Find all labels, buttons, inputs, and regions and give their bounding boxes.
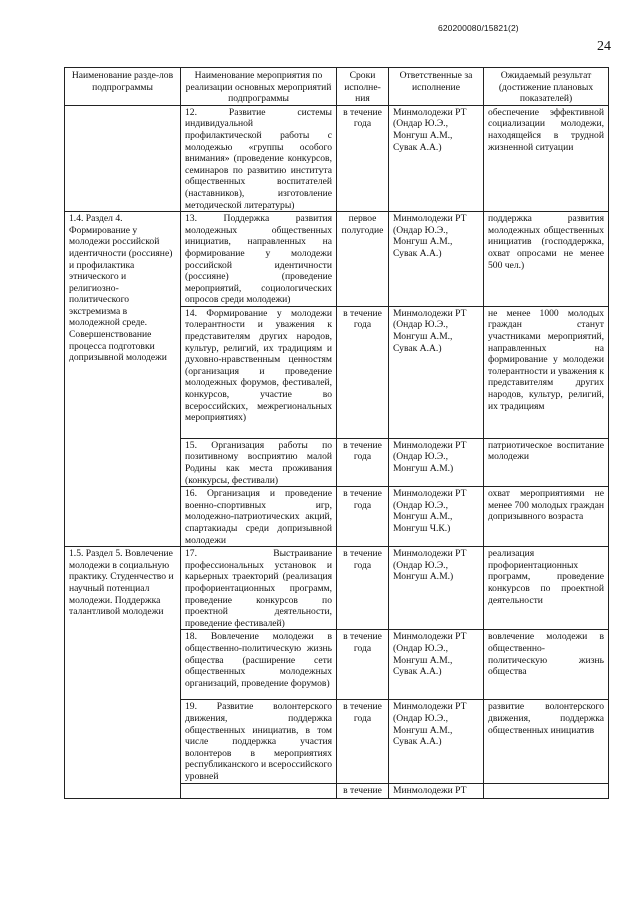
responsible-cell: Минмолодежи РТ (Ондар Ю.Э., Монгуш А.М., Сувак А.А.) [389, 630, 484, 700]
term-cell: первое полугодие [337, 212, 389, 307]
result-cell: поддержка развития молодежных общественных инициатив (господдержка, охват опросами не менее 500 чел.) [484, 212, 609, 307]
responsible-cell: Минмолодежи РТ (Ондар Ю.Э., Монгуш А.М., Сувак А.А.) [389, 306, 484, 438]
term-cell: в течение года [337, 105, 389, 211]
term-cell: в течение года [337, 700, 389, 783]
table-header-row [65, 68, 609, 106]
document-code: 620200080/15821(2) [438, 23, 519, 33]
section-cell: 1.5. Раздел 5. Вовлечение молодежи в социальную практику. Студенчество и научный потенциал молодежи. Поддержка талантливой молодежи [65, 547, 181, 798]
term-cell: в течение [337, 783, 389, 798]
result-cell: развитие волонтерского движения, поддержка общественных инициатив [484, 700, 609, 783]
page-number: 24 [597, 39, 611, 54]
term-cell: в течение года [337, 438, 389, 486]
term-cell: в течение года [337, 487, 389, 547]
result-cell: не менее 1000 молодых граждан станут участниками мероприятий, направленных на формирование у молодежи толерантности и уважения к представителям других народов, культур, религий, их традициям [484, 306, 609, 438]
header-term: Сроки исполне-ния [337, 68, 389, 106]
responsible-cell: Минмолодежи РТ [389, 783, 484, 798]
section-cell [65, 105, 181, 211]
responsible-cell: Минмолодежи РТ (Ондар Ю.Э., Монгуш А.М., Сувак А.А.) [389, 105, 484, 211]
responsible-cell: Минмолодежи РТ (Ондар Ю.Э., Монгуш А.М.) [389, 438, 484, 486]
header-responsible: Ответственные за исполнение [389, 68, 484, 106]
activity-cell: 13. Поддержка развития молодежных общественных инициатив, направленных на формирование у молодежи российской идентичности (россияне) (проведение мероприятий, социологических опросов среди молодежи) [181, 212, 337, 307]
header-activity: Наименование мероприятия по реализации основных мероприятий подпрограммы [181, 68, 337, 106]
activity-cell: 17. Выстраивание профессиональных установок и карьерных траекторий (реализация профориентационных программ, проведение конкурсов по проектной деятельности, проведение фестивалей) [181, 547, 337, 630]
header-section: Наименование разде-лов подпрограммы [65, 68, 181, 106]
term-cell: в течение года [337, 306, 389, 438]
term-cell: в течение года [337, 547, 389, 630]
activity-cell: 18. Вовлечение молодежи в общественно-политическую жизнь общества (расширение сети общественных молодежных организаций, проведение форумов) [181, 630, 337, 700]
activity-cell: 16. Организация и проведение военно-спортивных игр, молодежно-патриотических акций, спартакиады среди допризывной молодежи [181, 487, 337, 547]
result-cell: реализация профориентационных программ, проведение конкурсов по проектной деятельности [484, 547, 609, 630]
header-result: Ожидаемый результат (достижение плановых показателей) [484, 68, 609, 106]
result-cell [484, 783, 609, 798]
responsible-cell: Минмолодежи РТ (Ондар Ю.Э., Монгуш А.М.) [389, 547, 484, 630]
activity-cell: 15. Организация работы по позитивному восприятию малой Родины как места проживания (конкурсы, фестивали) [181, 438, 337, 486]
activity-cell [181, 783, 337, 798]
responsible-cell: Минмолодежи РТ (Ондар Ю.Э., Монгуш А.М., Сувак А.А.) [389, 212, 484, 307]
responsible-cell: Минмолодежи РТ (Ондар Ю.Э., Монгуш А.М., Монгуш Ч.К.) [389, 487, 484, 547]
result-cell: охват мероприятиями не менее 700 молодых граждан допризывного возраста [484, 487, 609, 547]
result-cell: патриотическое воспитание молодежи [484, 438, 609, 486]
result-cell: вовлечение молодежи в общественно-политическую жизнь общества [484, 630, 609, 700]
section-cell: 1.4. Раздел 4. Формирование у молодежи российской идентичности (россияне) и профилактика этнического и религиозно-политического экстремизма в молодежной среде. Совершенствование процесса подготовки допризывной молодежи [65, 212, 181, 547]
table-row [65, 547, 609, 630]
activity-cell: 14. Формирование у молодежи толерантности и уважения к представителям других народов, культур, религий, их традициям и духовно-нравственным ценностям (организация и проведение молодежных форумов, фестивалей, конкурсов, участие во всероссийских, межрегиональных мероприятиях) [181, 306, 337, 438]
table-row [65, 105, 609, 211]
program-activities-table [64, 67, 609, 799]
responsible-cell: Минмолодежи РТ (Ондар Ю.Э., Монгуш А.М., Сувак А.А.) [389, 700, 484, 783]
activity-cell: 12. Развитие системы индивидуальной профилактической работы с молодежью «группы особого внимания» (проведение конкурсов, семинаров по развитию института общественных воспитателей (наставников), изготовление методической литературы) [181, 105, 337, 211]
result-cell: обеспечение эффективной социализации молодежи, находящейся в трудной жизненной ситуации [484, 105, 609, 211]
activity-cell: 19. Развитие волонтерского движения, поддержка общественных инициатив, в том числе поддержка участия волонтеров в мероприятиях республиканского и всероссийского уровней [181, 700, 337, 783]
table-row [65, 212, 609, 307]
term-cell: в течение года [337, 630, 389, 700]
